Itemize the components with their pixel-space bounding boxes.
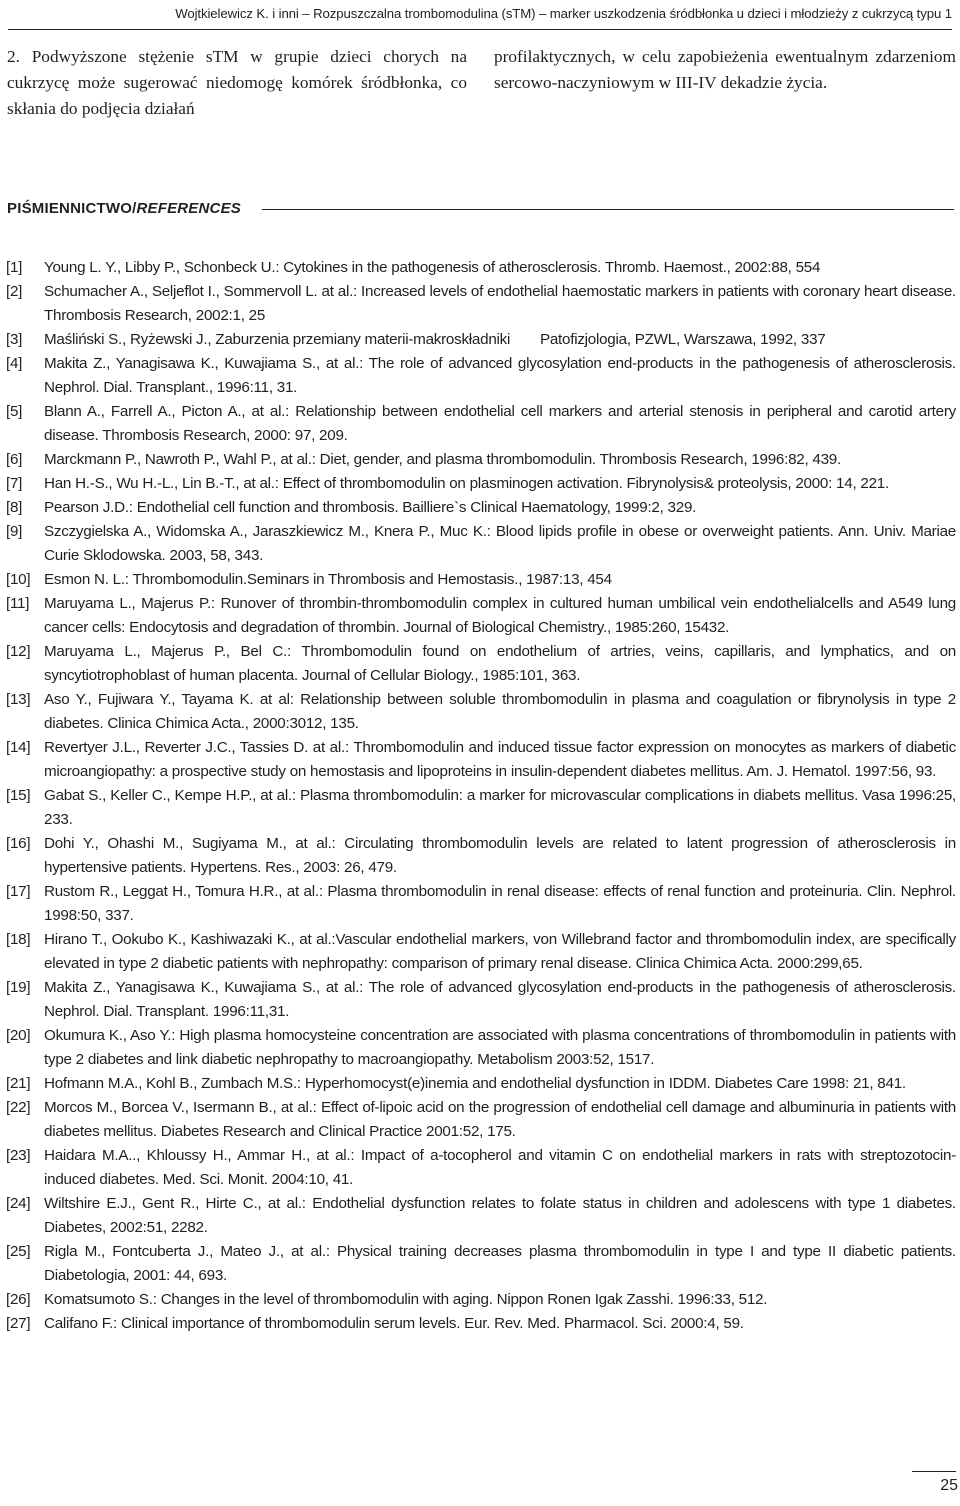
reference-item <box>6 256 956 280</box>
reference-number: [19] <box>6 979 31 996</box>
reference-number: [4] <box>6 355 23 372</box>
reference-number: [24] <box>6 1195 31 1212</box>
reference-item <box>6 1192 956 1240</box>
reference-item <box>6 880 956 928</box>
reference-number: [20] <box>6 1027 31 1044</box>
references-heading-rule <box>262 209 954 210</box>
reference-item <box>6 1072 956 1096</box>
page-number: 25 <box>940 1477 958 1494</box>
reference-item <box>6 1288 956 1312</box>
reference-item <box>6 1144 956 1192</box>
references-heading-english: REFERENCES <box>136 200 241 217</box>
reference-number: [11] <box>6 595 30 612</box>
page-number-rule <box>912 1471 956 1472</box>
reference-number: [25] <box>6 1243 31 1260</box>
reference-item <box>6 568 956 592</box>
reference-number: [12] <box>6 643 31 660</box>
reference-text: Califano F.: Clinical importance of thrombomodulin serum levels. Eur. Rev. Med. Pharmacol. Sci. 2000:4, 59. <box>44 1315 744 1332</box>
reference-item <box>6 1024 956 1072</box>
reference-number: [15] <box>6 787 31 804</box>
reference-text: Maśliński S., Ryżewski J., Zaburzenia przemiany materii-makroskładniki Patofizjologia, PZWL, Warszawa, 1992, 337 <box>44 331 826 348</box>
reference-text: Blann A., Farrell A., Picton A., at al.: Relationship between endothelial cell markers and arterial stenosis in peripheral and carotid artery disease. Thrombosis Research, 2000: 97, 209. <box>44 403 956 444</box>
reference-text: Makita Z., Yanagisawa K., Kuwajiama S., at al.: The role of advanced glycosylation end-products in the pathogenesis of atherosclerosis. Nephrol. Dial. Transplant., 1996:11, 31. <box>44 355 956 396</box>
reference-item <box>6 1312 956 1336</box>
reference-item <box>6 1096 956 1144</box>
conclusion-paragraph-part2: profilaktycznych, w celu zapobieżenia ewentualnym zdarzeniom sercowo-naczyniowym w III-IV dekadzie życia. <box>494 47 956 92</box>
reference-text: Marckmann P., Nawroth P., Wahl P., at al.: Diet, gender, and plasma thrombomodulin. Thrombosis Research, 1996:82, 439. <box>44 451 841 468</box>
reference-number: [6] <box>6 451 23 468</box>
reference-number: [23] <box>6 1147 31 1164</box>
reference-number: [13] <box>6 691 31 708</box>
references-heading <box>7 200 241 217</box>
reference-item <box>6 520 956 568</box>
reference-text: Schumacher A., Seljeflot I., Sommervoll L. at al.: Increased levels of endothelial haemostatic markers in patients with coronary heart disease. Thrombosis Research, 2002:1, 25 <box>44 283 956 324</box>
reference-text: Gabat S., Keller C., Kempe H.P., at al.: Plasma thrombomodulin: a marker for microvascular complications in diabets mellitus. Vasa 1996:25, 233. <box>44 787 956 828</box>
reference-text: Rustom R., Leggat H., Tomura H.R., at al.: Plasma thrombomodulin in renal disease: effects of renal function and proteinuria. Clin. Nephrol. 1998:50, 337. <box>44 883 956 924</box>
body-column-right <box>494 44 956 96</box>
reference-text: Young L. Y., Libby P., Schonbeck U.: Cytokines in the pathogenesis of atherosclerosis. Thromb. Haemost., 2002:88, 554 <box>44 259 821 276</box>
reference-item <box>6 1240 956 1288</box>
reference-item <box>6 976 956 1024</box>
reference-text: Wiltshire E.J., Gent R., Hirte C., at al.: Endothelial dysfunction relates to folate status in children and adolescens with type 1 diabetes. Diabetes, 2002:51, 2282. <box>44 1195 956 1236</box>
reference-item <box>6 352 956 400</box>
reference-number: [9] <box>6 523 23 540</box>
references-heading-polish: PIŚMIENNICTWO/ <box>7 200 137 217</box>
reference-text: Dohi Y., Ohashi M., Sugiyama M., at al.: Circulating thrombomodulin levels are related to latent progression of atherosclerosis in hypertensive patients. Hypertens. Res., 2003: 26, 479. <box>44 835 956 876</box>
reference-number: [26] <box>6 1291 31 1308</box>
reference-text: Esmon N. L.: Thrombomodulin.Seminars in Thrombosis and Hemostasis., 1987:13, 454 <box>44 571 612 588</box>
reference-item <box>6 784 956 832</box>
header-rule <box>8 29 952 30</box>
reference-text: Makita Z., Yanagisawa K., Kuwajiama S., at al.: The role of advanced glycosylation end-products in the pathogenesis of atherosclerosis. Nephrol. Dial. Transplant. 1996:11,31. <box>44 979 956 1020</box>
reference-number: [1] <box>6 259 23 276</box>
reference-item <box>6 928 956 976</box>
reference-number: [14] <box>6 739 31 756</box>
reference-text: Haidara M.A.., Khloussy H., Ammar H., at al.: Impact of a-tocopherol and vitamin C on endothelial markers in rats with streptozotocin- induced diabetes. Med. Sci. Monit. 2004:10, 41. <box>44 1147 956 1188</box>
running-head: Wojtkielewicz K. i inni – Rozpuszczalna trombomodulina (sTM) – marker uszkodzenia śródbłonka u dzieci i młodzieży z cukrzycą typu 1 <box>175 6 952 21</box>
reference-item <box>6 592 956 640</box>
reference-text: Pearson J.D.: Endothelial cell function and thrombosis. Bailliere`s Clinical Haematology, 1999:2, 329. <box>44 499 697 516</box>
reference-number: [5] <box>6 403 23 420</box>
reference-text: Komatsumoto S.: Changes in the level of thrombomodulin with aging. Nippon Ronen Igak Zasshi. 1996:33, 512. <box>44 1291 768 1308</box>
reference-text: Hofmann M.A., Kohl B., Zumbach M.S.: Hyperhomocyst(e)inemia and endothelial dysfunction in IDDM. Diabetes Care 1998: 21, 841. <box>44 1075 906 1092</box>
reference-number: [2] <box>6 283 23 300</box>
reference-text: Revertyer J.L., Reverter J.C., Tassies D. at al.: Thrombomodulin and induced tissue factor expression on monocytes as markers of diabetic microangiopathy: a prospective study on hemostasis and lipoproteins in insulin-dependent diabetes mellitus. Am. J. Hematol. 1997:56, 93. <box>44 739 956 780</box>
reference-list <box>6 256 956 1336</box>
reference-text: Szczygielska A., Widomska A., Jaraszkiewicz M., Knera P., Muc K.: Blood lipids profile in obese or overweight patients. Ann. Univ. Mariae Curie Sklodowska. 2003, 58, 343. <box>44 523 956 564</box>
reference-number: [21] <box>6 1075 31 1092</box>
reference-number: [16] <box>6 835 31 852</box>
reference-text: Okumura K., Aso Y.: High plasma homocysteine concentration are associated with plasma concentrations of thrombomodulin in patients with type 2 diabetes and link diabetic nephropathy to macroangiopathy. Metabolism 2003:52, 1517. <box>44 1027 956 1068</box>
reference-number: [8] <box>6 499 23 516</box>
reference-item <box>6 472 956 496</box>
reference-text: Han H.-S., Wu H.-L., Lin B.-T., at al.: Effect of thrombomodulin on plasminogen activation. Fibrynolysis& proteolysis, 2000: 14, 221. <box>44 475 889 492</box>
reference-item <box>6 496 956 520</box>
reference-text: Maruyama L., Majerus P.: Runover of thrombin-thrombomodulin complex in cultured human umbilical vein endothelialcells and A549 lung cancer cells: Endocytosis and degradation of thrombin. Journal of Biological Chemistry., 1985:260, 15432. <box>44 595 956 636</box>
reference-item <box>6 328 956 352</box>
reference-item <box>6 448 956 472</box>
reference-text: Rigla M., Fontcuberta J., Mateo J., at al.: Physical training decreases plasma thrombomodulin in type I and type II diabetic patients. Diabetologia, 2001: 44, 693. <box>44 1243 956 1284</box>
reference-item <box>6 400 956 448</box>
reference-item <box>6 688 956 736</box>
reference-number: [3] <box>6 331 23 348</box>
reference-text: Maruyama L., Majerus P., Bel C.: Thrombomodulin found on endothelium of artries, veins, capillaris, and lymphatics, and on syncytiotrophoblast of human placenta. Journal of Cellular Biology., 1985:101, 363. <box>44 643 956 684</box>
reference-item <box>6 832 956 880</box>
reference-text: Morcos M., Borcea V., Isermann B., at al.: Effect of-lipoic acid on the progression of endothelial cell damage and albuminuria in patients with diabetes mellitus. Diabetes Research and Clinical Practice 2001:52, 175. <box>44 1099 956 1140</box>
reference-number: [17] <box>6 883 31 900</box>
reference-item <box>6 280 956 328</box>
reference-text: Aso Y., Fujiwara Y., Tayama K. at al: Relationship between soluble thrombomodulin in plasma and coagulation or fibrynolysis in type 2 diabetes. Clinica Chimica Acta., 2000:3012, 135. <box>44 691 956 732</box>
body-column-left <box>7 44 467 122</box>
reference-number: [10] <box>6 571 31 588</box>
reference-text: Hirano T., Ookubo K., Kashiwazaki K., at al.:Vascular endothelial markers, von Willebrand factor and thrombomodulin index, are specifically elevated in type 2 diabetic patients with nephropathy: comparison of primary renal disease. Clinica Chimica Acta. 2000:299,65. <box>44 931 956 972</box>
reference-number: [18] <box>6 931 31 948</box>
conclusion-paragraph-part1: 2. Podwyższone stężenie sTM w grupie dzieci chorych na cukrzycę może sugerować niedomogę komórek śródbłonka, co skłania do podjęcia działań <box>7 47 467 118</box>
reference-number: [7] <box>6 475 23 492</box>
reference-number: [22] <box>6 1099 31 1116</box>
reference-item <box>6 640 956 688</box>
reference-item <box>6 736 956 784</box>
reference-number: [27] <box>6 1315 31 1332</box>
